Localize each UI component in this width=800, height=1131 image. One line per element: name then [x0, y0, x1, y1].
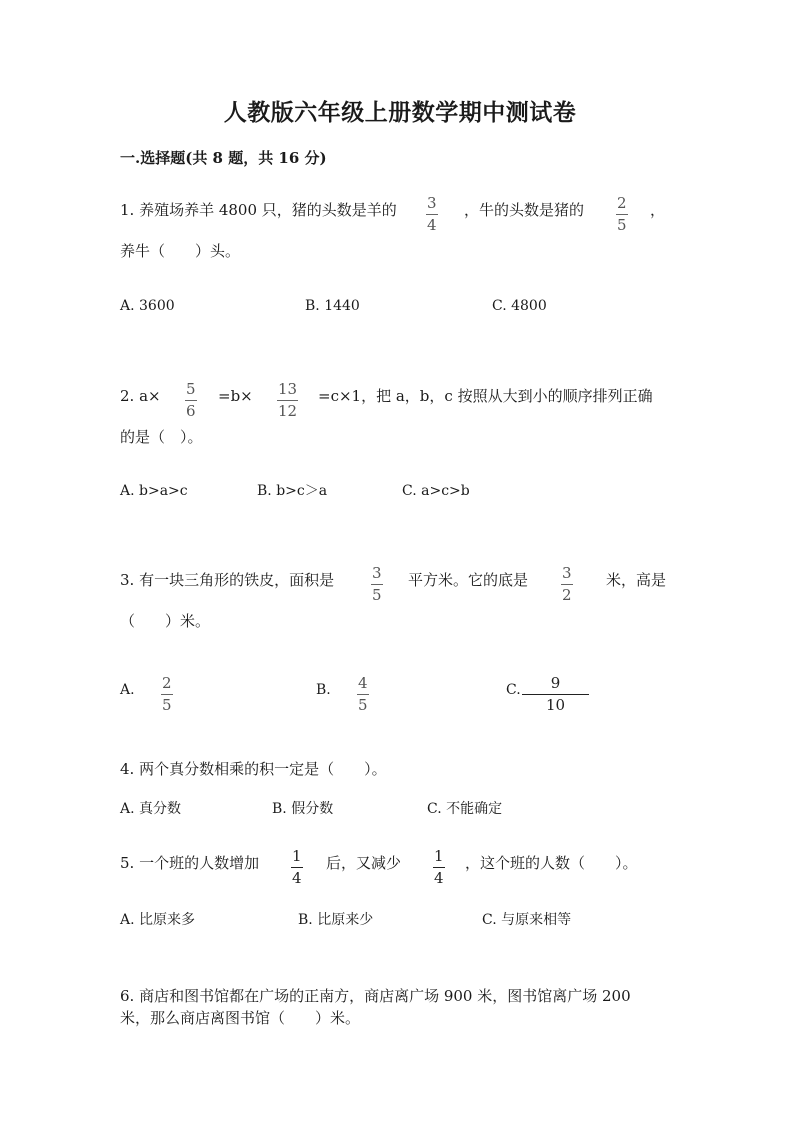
q1-frac1-numerator: 3 — [427, 194, 437, 212]
q2-text-c: =c×1，把 a，b，c 按照从大到小的顺序排列正确 — [318, 387, 653, 405]
q5-text-c: ，这个班的人数（ ）。 — [465, 854, 638, 872]
q5-text-a: 5. 一个班的人数增加 — [120, 854, 260, 872]
q1-text-c: ， — [650, 201, 666, 219]
q2-option-c[interactable]: C. a>c>b — [402, 483, 470, 499]
q1-option-a[interactable]: A. 3600 — [120, 298, 175, 314]
q5-frac1-numerator: 1 — [292, 847, 302, 865]
q5-frac1-denominator: 4 — [292, 869, 302, 887]
page-title: 人教版六年级上册数学期中测试卷 — [223, 99, 577, 126]
q4-text: 4. 两个真分数相乘的积一定是（ ）。 — [120, 760, 387, 778]
q3-option-c-denominator: 10 — [545, 696, 566, 714]
q5-option-b[interactable]: B. 比原来少 — [298, 912, 374, 928]
q6-text-line2: 米，那么商店离图书馆（ ）米。 — [120, 1009, 361, 1027]
q4-option-c[interactable]: C. 不能确定 — [427, 801, 503, 817]
q3-frac2-denominator: 2 — [562, 586, 572, 604]
q6-text-line1: 6. 商店和图书馆都在广场的正南方，商店离广场 900 米，图书馆离广场 200 — [120, 987, 631, 1005]
q3-fraction-1 — [371, 566, 383, 603]
q3-option-c-numerator: 9 — [550, 674, 561, 692]
q3-text-c: 米，高是 — [606, 571, 667, 589]
q3-fraction-2 — [561, 566, 573, 603]
q3-option-a-numerator: 2 — [162, 674, 172, 692]
q1-frac2-numerator: 2 — [617, 194, 627, 212]
q1-text-b: ，牛的头数是猪的 — [464, 201, 585, 219]
q3-option-b-fraction[interactable] — [357, 676, 369, 713]
q3-text-line2: （ ）米。 — [120, 612, 211, 630]
q5-option-c[interactable]: C. 与原来相等 — [482, 912, 572, 928]
q3-text-a: 3. 有一块三角形的铁皮，面积是 — [120, 571, 335, 589]
q2-text-b: =b× — [218, 387, 253, 405]
q3-frac1-denominator: 5 — [372, 586, 382, 604]
q3-option-a-label[interactable]: A. — [120, 682, 135, 698]
q3-frac1-numerator: 3 — [372, 564, 382, 582]
q3-option-b-label[interactable]: B. — [316, 682, 331, 698]
q2-option-a[interactable]: A. b>a>c — [120, 483, 188, 499]
q5-text-b: 后，又减少 — [326, 854, 402, 872]
q2-text-line2: 的是（ ）。 — [120, 428, 203, 446]
q5-fraction-1 — [291, 849, 303, 886]
q1-fraction-2 — [616, 196, 628, 233]
q2-frac2-numerator: 13 — [278, 380, 298, 398]
q2-fraction-2 — [277, 382, 298, 419]
q3-frac2-numerator: 3 — [562, 564, 572, 582]
q1-fraction-1 — [426, 196, 438, 233]
q1-option-b[interactable]: B. 1440 — [305, 298, 360, 314]
q3-option-a-denominator: 5 — [162, 696, 172, 714]
q2-text-a: 2. a× — [120, 387, 161, 405]
q5-frac2-denominator: 4 — [434, 869, 444, 887]
q5-frac2-numerator: 1 — [434, 847, 444, 865]
q2-frac1-denominator: 6 — [186, 402, 196, 420]
q2-frac2-denominator: 12 — [278, 402, 298, 420]
q2-option-b[interactable]: B. b>c＞a — [257, 483, 328, 499]
q4-option-b[interactable]: B. 假分数 — [272, 801, 334, 817]
q1-frac2-denominator: 5 — [617, 216, 627, 234]
q3-option-a-fraction[interactable] — [161, 676, 173, 713]
q5-fraction-2 — [433, 849, 445, 886]
q2-frac1-numerator: 5 — [186, 380, 196, 398]
q4-option-a[interactable]: A. 真分数 — [120, 801, 182, 817]
q1-frac1-denominator: 4 — [427, 216, 437, 234]
q3-option-b-numerator: 4 — [358, 674, 368, 692]
q5-option-a[interactable]: A. 比原来多 — [120, 912, 196, 928]
q1-text-line2: 养牛（ ）头。 — [120, 242, 241, 260]
q3-text-b: 平方米。它的底是 — [408, 571, 529, 589]
q3-option-c-label[interactable]: C. — [506, 682, 521, 698]
q3-option-b-denominator: 5 — [358, 696, 368, 714]
q1-option-c[interactable]: C. 4800 — [492, 298, 547, 314]
section-heading: 一.选择题(共 8 题，共 16 分) — [120, 149, 327, 167]
q3-option-c-fraction[interactable] — [522, 676, 589, 713]
q1-text-a: 1. 养殖场养羊 4800 只，猪的头数是羊的 — [120, 201, 397, 219]
q2-fraction-1 — [185, 382, 197, 419]
